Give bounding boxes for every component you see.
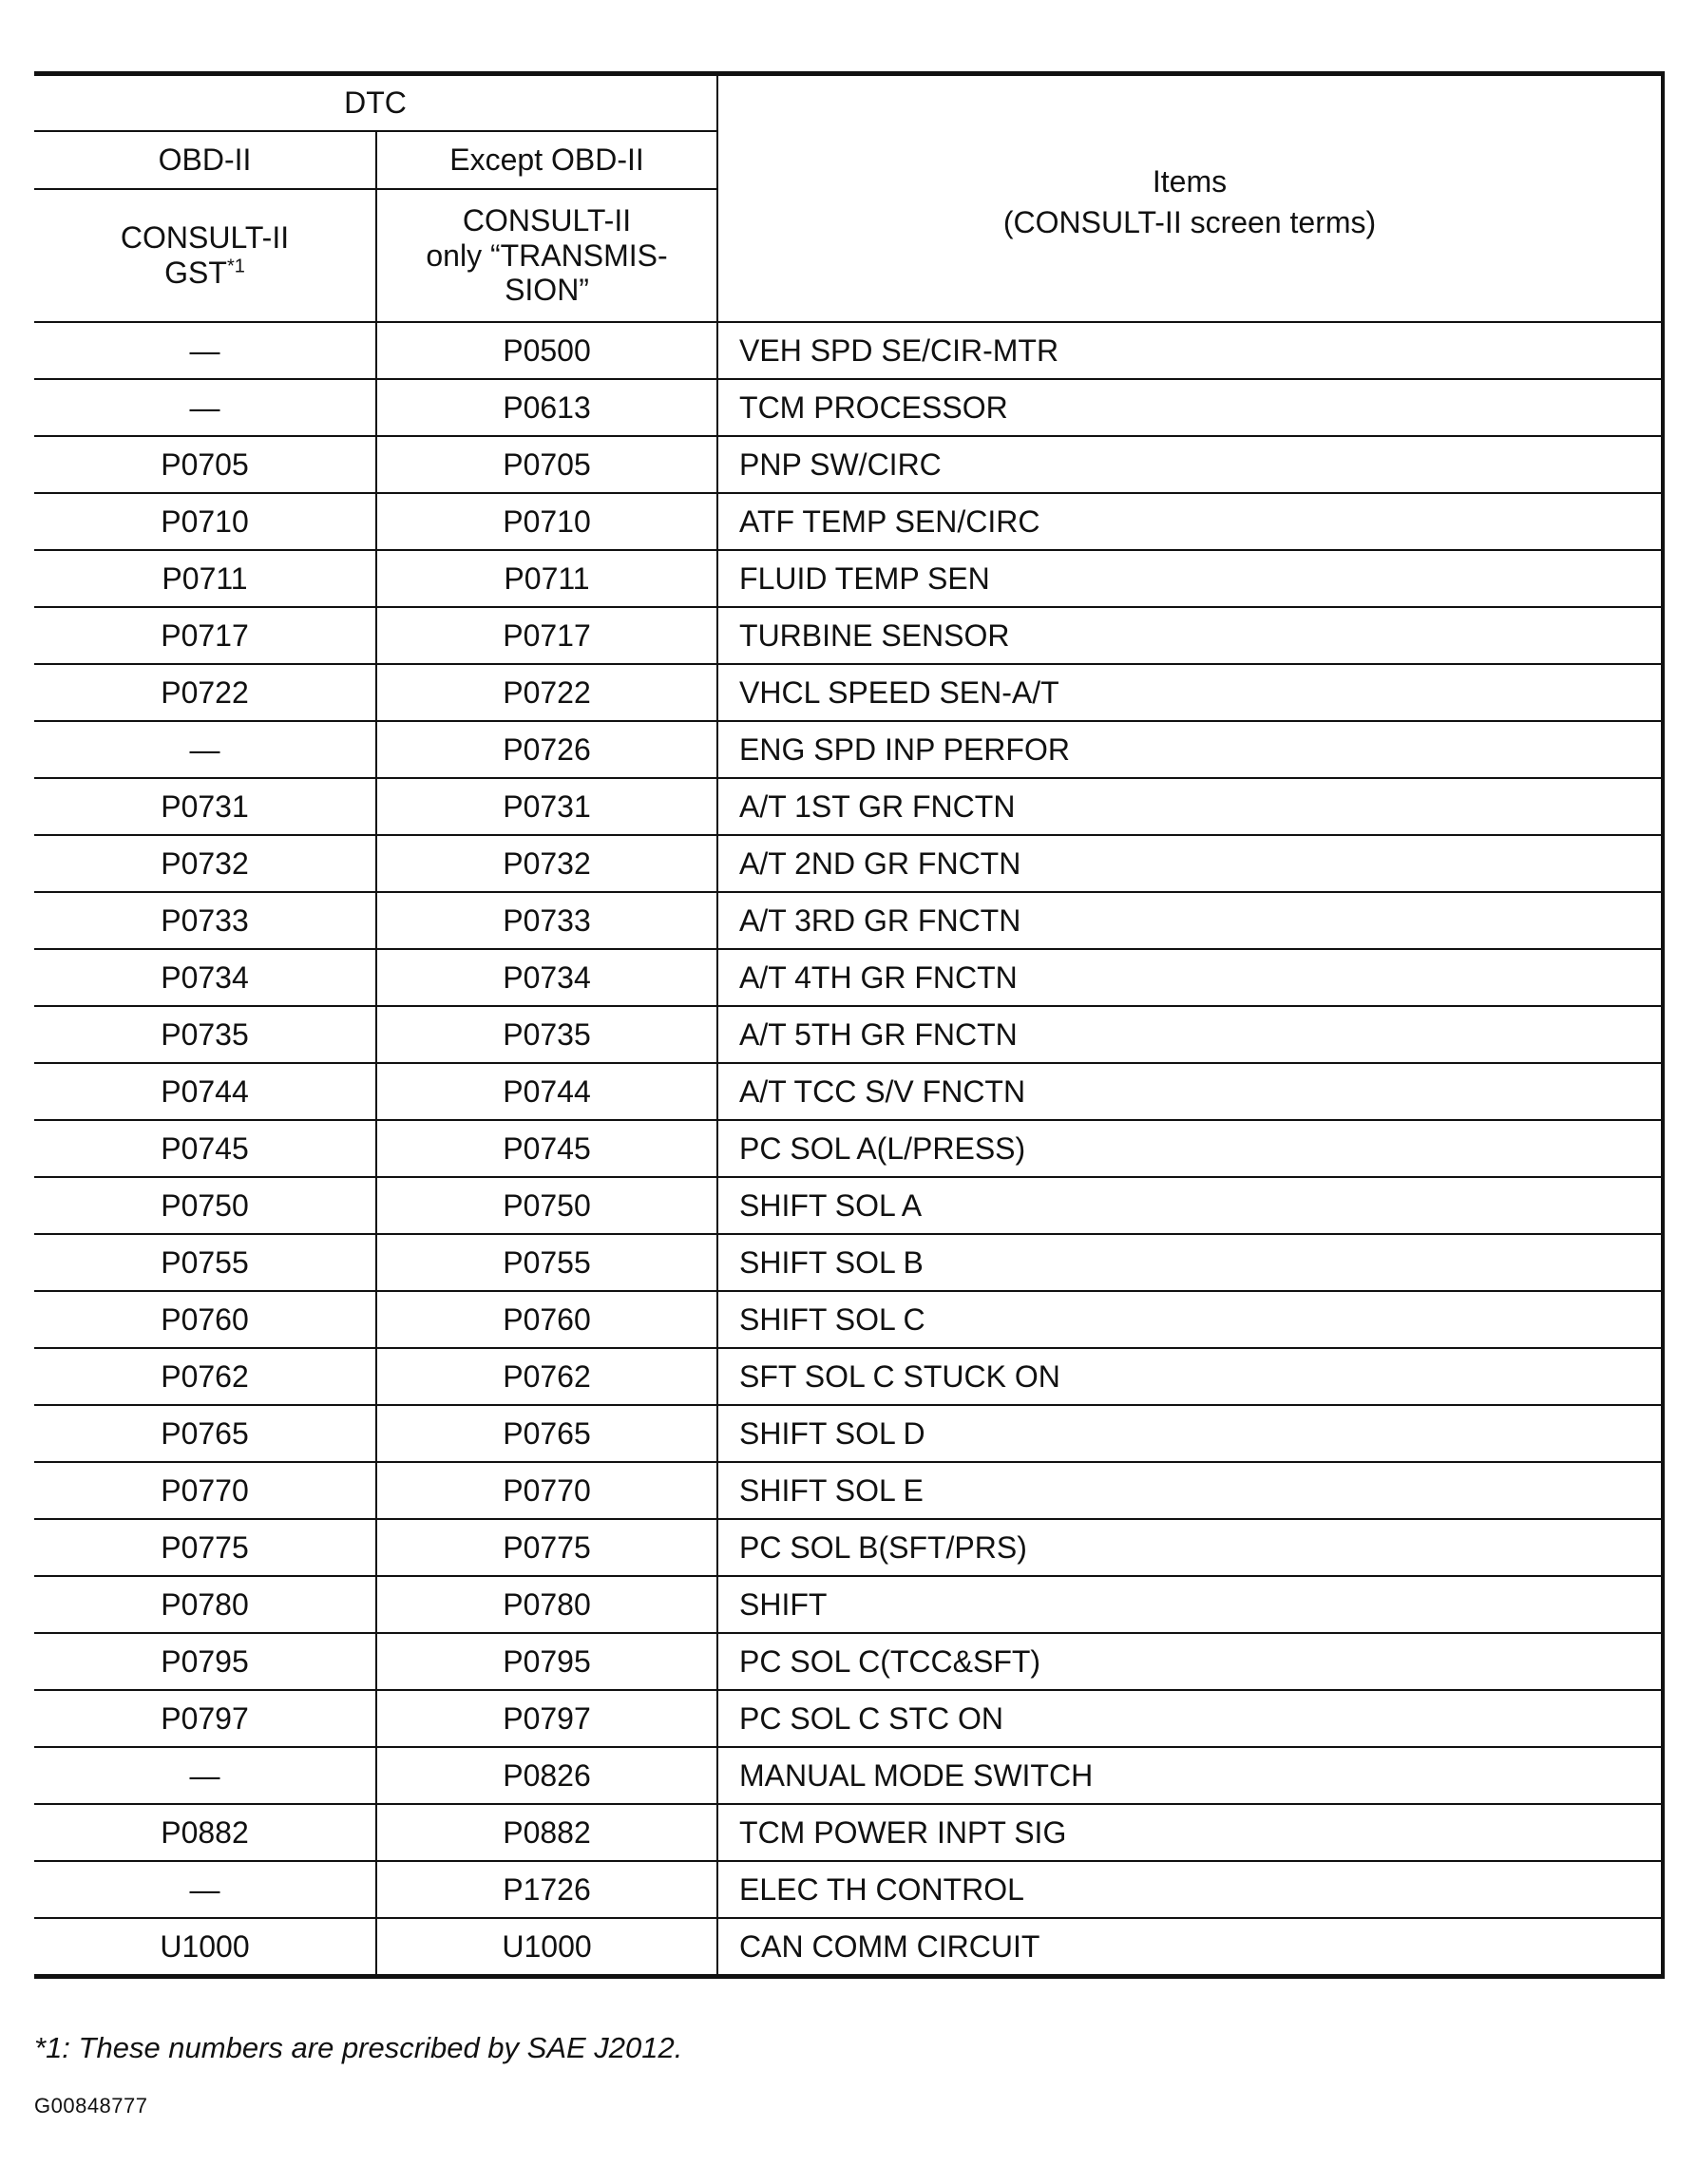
- obd-header: OBD-II: [34, 131, 376, 189]
- except-obd-header: Except OBD-II: [376, 131, 717, 189]
- table-row: [34, 1063, 1663, 1120]
- table-row: [34, 1177, 1663, 1234]
- except-code-cell: P0722: [376, 664, 717, 721]
- obd-code-cell: P0765: [34, 1405, 376, 1462]
- consult-gst-header: [34, 189, 376, 322]
- table-row: [34, 1747, 1663, 1804]
- item-cell: VHCL SPEED SEN-A/T: [717, 664, 1663, 721]
- except-code-cell: P0780: [376, 1576, 717, 1633]
- item-cell: ELEC TH CONTROL: [717, 1861, 1663, 1918]
- gst-footnote-ref: *1: [226, 256, 245, 277]
- except-code-cell: P0711: [376, 550, 717, 607]
- obd-code-cell: —: [34, 1747, 376, 1804]
- except-code-cell: P0710: [376, 493, 717, 550]
- obd-code-cell: P0770: [34, 1462, 376, 1519]
- obd-code-cell: P0710: [34, 493, 376, 550]
- table-row: [34, 1918, 1663, 1977]
- table-row: [34, 778, 1663, 835]
- except-code-cell: P0744: [376, 1063, 717, 1120]
- obd-code-cell: U1000: [34, 1918, 376, 1977]
- dtc-table: [34, 71, 1665, 1979]
- dtc-body: [34, 322, 1663, 1977]
- item-cell: SHIFT SOL E: [717, 1462, 1663, 1519]
- except-code-cell: P0745: [376, 1120, 717, 1177]
- except-code-cell: P0755: [376, 1234, 717, 1291]
- obd-code-cell: P0745: [34, 1120, 376, 1177]
- table-row: [34, 607, 1663, 664]
- table-row: [34, 1120, 1663, 1177]
- obd-code-cell: P0775: [34, 1519, 376, 1576]
- table-row: [34, 1348, 1663, 1405]
- table-row: [34, 1576, 1663, 1633]
- table-row: [34, 1804, 1663, 1861]
- except-code-cell: U1000: [376, 1918, 717, 1977]
- except-code-cell: P0770: [376, 1462, 717, 1519]
- item-cell: A/T 2ND GR FNCTN: [717, 835, 1663, 892]
- except-code-cell: P0717: [376, 607, 717, 664]
- except-code-cell: P0826: [376, 1747, 717, 1804]
- obd-code-cell: P0780: [34, 1576, 376, 1633]
- obd-code-cell: P0744: [34, 1063, 376, 1120]
- consult-trans-header: [376, 189, 717, 322]
- except-code-cell: P0731: [376, 778, 717, 835]
- item-cell: PNP SW/CIRC: [717, 436, 1663, 493]
- obd-code-cell: —: [34, 721, 376, 778]
- item-cell: PC SOL A(L/PRESS): [717, 1120, 1663, 1177]
- item-cell: TCM POWER INPT SIG: [717, 1804, 1663, 1861]
- item-cell: PC SOL B(SFT/PRS): [717, 1519, 1663, 1576]
- obd-code-cell: —: [34, 379, 376, 436]
- items-header-title: Items: [1152, 164, 1228, 199]
- table-row: [34, 664, 1663, 721]
- consult-gst-label: CONSULT-II: [120, 220, 290, 256]
- table-row: [34, 1291, 1663, 1348]
- except-code-cell: P0732: [376, 835, 717, 892]
- obd-code-cell: P0750: [34, 1177, 376, 1234]
- except-code-cell: P0734: [376, 949, 717, 1006]
- except-code-cell: P0775: [376, 1519, 717, 1576]
- table-row: [34, 550, 1663, 607]
- gst-text: GST: [164, 256, 227, 290]
- table-row: [34, 949, 1663, 1006]
- except-code-cell: P0750: [376, 1177, 717, 1234]
- table-row: [34, 1861, 1663, 1918]
- obd-code-cell: P0762: [34, 1348, 376, 1405]
- table-row: [34, 1462, 1663, 1519]
- table-row: [34, 1405, 1663, 1462]
- obd-code-cell: P0731: [34, 778, 376, 835]
- table-row: [34, 436, 1663, 493]
- footnote: *1: These numbers are prescribed by SAE J2012.: [34, 2031, 683, 2064]
- except-code-cell: P0765: [376, 1405, 717, 1462]
- item-cell: ATF TEMP SEN/CIRC: [717, 493, 1663, 550]
- obd-code-cell: P0760: [34, 1291, 376, 1348]
- item-cell: PC SOL C STC ON: [717, 1690, 1663, 1747]
- except-code-cell: P0795: [376, 1633, 717, 1690]
- item-cell: TURBINE SENSOR: [717, 607, 1663, 664]
- obd-code-cell: P0711: [34, 550, 376, 607]
- except-code-cell: P0726: [376, 721, 717, 778]
- except-code-cell: P0735: [376, 1006, 717, 1063]
- item-cell: A/T 1ST GR FNCTN: [717, 778, 1663, 835]
- item-cell: SHIFT SOL B: [717, 1234, 1663, 1291]
- table-row: [34, 1633, 1663, 1690]
- table-row: [34, 835, 1663, 892]
- item-cell: SHIFT SOL C: [717, 1291, 1663, 1348]
- figure-id: G00848777: [34, 2094, 148, 2118]
- except-code-cell: P0882: [376, 1804, 717, 1861]
- items-header-subtitle: (CONSULT-II screen terms): [1002, 205, 1377, 240]
- table-row: [34, 1006, 1663, 1063]
- obd-code-cell: P0734: [34, 949, 376, 1006]
- table-row: [34, 892, 1663, 949]
- except-code-cell: P1726: [376, 1861, 717, 1918]
- item-cell: VEH SPD SE/CIR-MTR: [717, 322, 1663, 379]
- table-row: [34, 1234, 1663, 1291]
- item-cell: SHIFT SOL A: [717, 1177, 1663, 1234]
- item-cell: A/T 3RD GR FNCTN: [717, 892, 1663, 949]
- obd-code-cell: P0797: [34, 1690, 376, 1747]
- table-row: [34, 493, 1663, 550]
- obd-code-cell: P0733: [34, 892, 376, 949]
- item-cell: TCM PROCESSOR: [717, 379, 1663, 436]
- item-cell: A/T TCC S/V FNCTN: [717, 1063, 1663, 1120]
- obd-code-cell: P0717: [34, 607, 376, 664]
- only-trans-line1: only “TRANSMIS-: [426, 237, 668, 273]
- except-code-cell: P0760: [376, 1291, 717, 1348]
- except-code-cell: P0733: [376, 892, 717, 949]
- obd-code-cell: P0735: [34, 1006, 376, 1063]
- obd-code-cell: P0755: [34, 1234, 376, 1291]
- except-code-cell: P0762: [376, 1348, 717, 1405]
- obd-code-cell: —: [34, 1861, 376, 1918]
- gst-label: [34, 256, 375, 291]
- table-row: [34, 721, 1663, 778]
- except-code-cell: P0797: [376, 1690, 717, 1747]
- item-cell: A/T 5TH GR FNCTN: [717, 1006, 1663, 1063]
- table-row: [34, 379, 1663, 436]
- item-cell: A/T 4TH GR FNCTN: [717, 949, 1663, 1006]
- dtc-header: DTC: [34, 74, 717, 132]
- except-code-cell: P0500: [376, 322, 717, 379]
- except-code-cell: P0705: [376, 436, 717, 493]
- consult-trans-label: CONSULT-II: [462, 202, 632, 237]
- item-cell: SHIFT SOL D: [717, 1405, 1663, 1462]
- item-cell: MANUAL MODE SWITCH: [717, 1747, 1663, 1804]
- obd-code-cell: —: [34, 322, 376, 379]
- items-header: [717, 74, 1663, 323]
- item-cell: PC SOL C(TCC&SFT): [717, 1633, 1663, 1690]
- except-code-cell: P0613: [376, 379, 717, 436]
- table-row: [34, 1519, 1663, 1576]
- item-cell: ENG SPD INP PERFOR: [717, 721, 1663, 778]
- obd-code-cell: P0705: [34, 436, 376, 493]
- item-cell: SFT SOL C STUCK ON: [717, 1348, 1663, 1405]
- item-cell: CAN COMM CIRCUIT: [717, 1918, 1663, 1977]
- only-trans-line2: SION”: [505, 273, 589, 308]
- obd-code-cell: P0882: [34, 1804, 376, 1861]
- item-cell: FLUID TEMP SEN: [717, 550, 1663, 607]
- obd-code-cell: P0795: [34, 1633, 376, 1690]
- table-row: [34, 1690, 1663, 1747]
- obd-code-cell: P0732: [34, 835, 376, 892]
- item-cell: SHIFT: [717, 1576, 1663, 1633]
- table-row: [34, 322, 1663, 379]
- obd-code-cell: P0722: [34, 664, 376, 721]
